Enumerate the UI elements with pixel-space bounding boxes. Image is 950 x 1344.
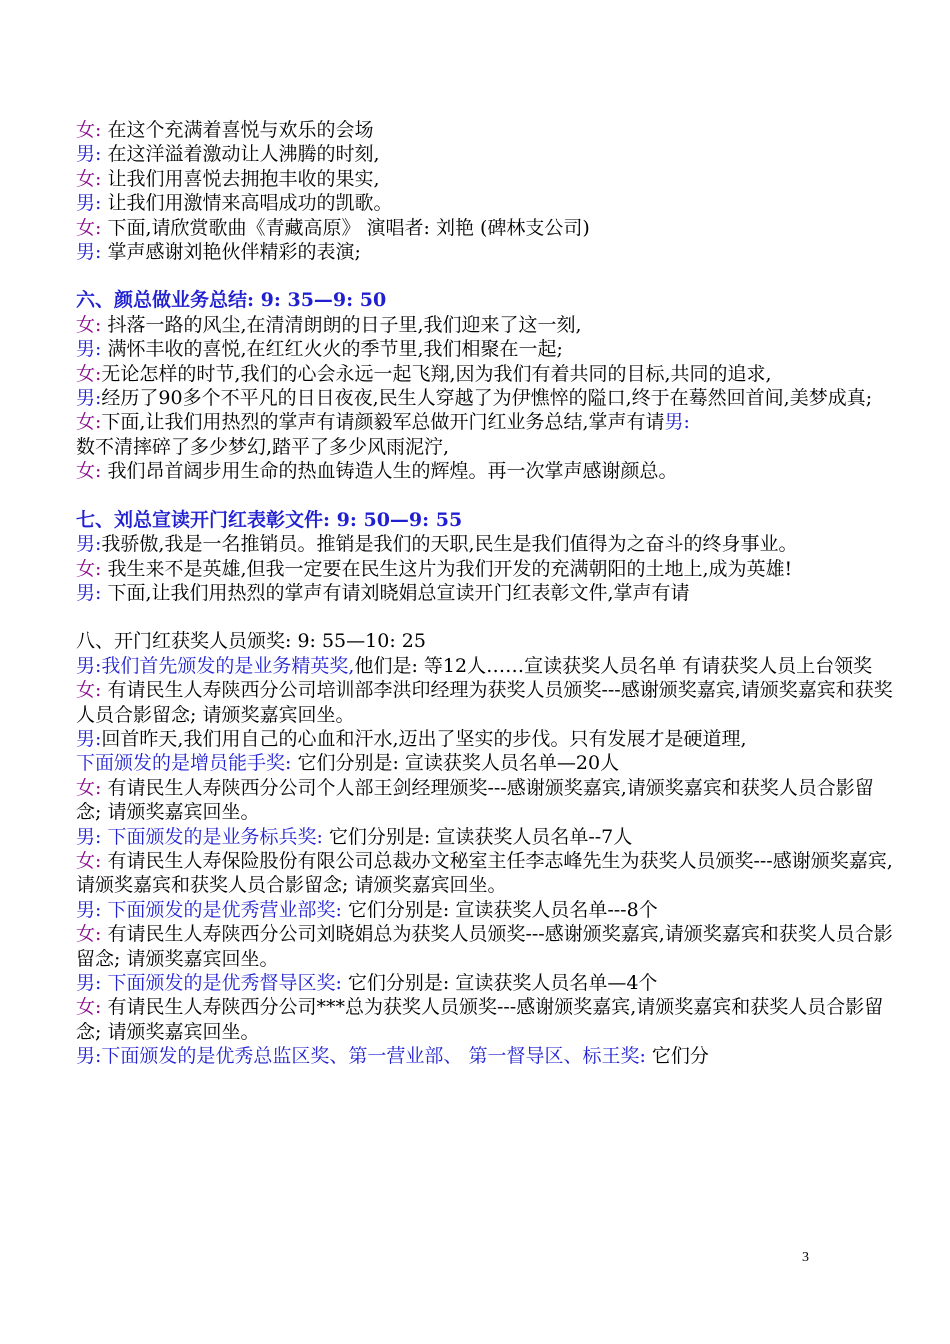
dialogue-line [76,825,896,849]
dialogue-line [76,922,896,971]
award-name: 下面颁发的是优秀营业部奖: [101,898,342,921]
speaker-male: 男: [76,972,102,994]
speaker-female: 女: [76,849,102,872]
dialogue-line [76,532,896,556]
speaker-female: 女: [76,362,102,385]
dialogue-line [76,240,896,264]
dialogue-line [76,191,896,215]
dialogue-line [76,678,896,727]
section-heading: 六、颜总做业务总结: 9: 35—9: 50 [76,289,387,312]
document-page [76,118,896,1069]
dialogue-line [76,727,896,751]
page-number: 3 [802,1250,809,1265]
line-text: 经历了90多个不平凡的日日夜夜,民生人穿越了为伊憔悴的隘口,终于在蓦然回首间,美梦成真; [101,387,873,410]
speaker-male: 男: [76,387,102,410]
dialogue-line [76,167,896,191]
dialogue-line [76,118,896,142]
dialogue-line [76,995,896,1044]
dialogue-line [76,362,896,386]
spacer [76,605,896,629]
award-name: 下面颁发的是增员能手奖: [76,752,292,775]
speaker-female: 女: [76,313,102,336]
dialogue-line [76,337,896,361]
speaker-male: 男: [76,338,102,361]
line-text: 下面,让我们用热烈的掌声有请颜毅军总做开门红业务总结,掌声有请 [101,411,665,434]
line-text: 回首昨天,我们用自己的心血和汗水,迈出了坚实的步伐。只有发展才是硬道理, [101,727,747,750]
speaker-female: 女: [76,679,102,702]
dialogue-line [76,435,896,459]
dialogue-line [76,410,896,434]
dialogue-line [76,581,896,605]
award-name: 下面颁发的是优秀督导区奖: [101,972,342,994]
dialogue-line [76,386,896,410]
dialogue-line [76,142,896,166]
speaker-male: 男: [76,727,102,750]
speaker-male: 男: [76,898,102,921]
dialogue-line [76,654,896,678]
speaker-male: 男: [76,654,102,677]
dialogue-line [76,557,896,581]
speaker-female: 女: [76,119,102,141]
line-text: 有请民生人寿陕西分公司刘晓娟总为获奖人员颁奖---感谢颁奖嘉宾,请颁奖嘉宾和获奖人员合影留念; 请颁奖嘉宾回坐。 [76,923,893,970]
line-text: 有请民生人寿保险股份有限公司总裁办文秘室主任李志峰先生为获奖人员颁奖---感谢颁奖嘉宾,请颁奖嘉宾和获奖人员合影留念; 请颁奖嘉宾回坐。 [76,849,893,897]
spacer [76,264,896,288]
dialogue-line [76,776,896,825]
dialogue-line [76,216,896,240]
speaker-male: 男: [76,1045,102,1068]
line-text: 它们分别是: 宣读获奖人员名单--7人 [322,825,633,848]
line-text: 有请民生人寿陕西分公司***总为获奖人员颁奖---感谢颁奖嘉宾,请颁奖嘉宾和获奖人员合影留念; 请颁奖嘉宾回坐。 [76,996,884,1043]
line-text: 抖落一路的风尘,在清清朗朗的日子里,我们迎来了这一刻, [101,313,582,336]
speaker-male: 男: [76,533,102,556]
line-text: 让我们用激情来高唱成功的凯歌。 [101,192,393,215]
line-text: 我生来不是英雄,但我一定要在民生这片为我们开发的充满朝阳的土地上,成为英雄! [101,557,793,580]
speaker-male: 男: [76,192,102,215]
speaker-female: 女: [76,167,102,190]
line-text: 下面,让我们用热烈的掌声有请刘晓娟总宣读开门红表彰文件,掌声有请 [101,581,690,604]
spacer [76,484,896,508]
speaker-female: 女: [76,460,102,483]
line-text: 它们分 [645,1045,709,1068]
award-name: 下面颁发的是优秀总监区奖、第一营业部、 第一督导区、标王奖: [101,1045,646,1068]
line-text: 它们分别是: 宣读获奖人员名单---8个 [341,898,658,921]
line-text: 数不清摔碎了多少梦幻,踏平了多少风雨泥泞, [76,435,450,458]
line-text: 掌声感谢刘艳伙伴精彩的表演; [101,241,361,264]
speaker-female: 女: [76,923,102,946]
speaker-female: 女: [76,216,102,239]
line-text: 让我们用喜悦去拥抱丰收的果实, [101,167,380,190]
line-text: 有请民生人寿陕西分公司个人部王剑经理颁奖---感谢颁奖嘉宾,请颁奖嘉宾和获奖人员合影留念; 请颁奖嘉宾回坐。 [76,776,874,824]
speaker-female: 女: [76,411,102,434]
speaker-female: 女: [76,557,102,580]
line-text: 有请民生人寿陕西分公司培训部李洪印经理为获奖人员颁奖---感谢颁奖嘉宾,请颁奖嘉宾和获奖人员合影留念; 请颁奖嘉宾回坐。 [76,679,893,726]
section-heading: 七、刘总宣读开门红表彰文件: 9: 50—9: 55 [76,508,463,531]
line-text: 下面,请欣赏歌曲《青藏高原》 演唱者: 刘艳 (碑林支公司) [101,216,590,239]
speaker-male: 男: [664,411,690,434]
line-text: 它们分别是: 宣读获奖人员名单—4个 [341,972,658,994]
dialogue-line [76,971,896,995]
speaker-male: 男: [76,143,102,166]
line-text: 在这个充满着喜悦与欢乐的会场 [101,119,374,141]
dialogue-line [76,898,896,922]
line-text: 它们分别是: 宣读获奖人员名单—20人 [291,752,620,775]
award-name: 我们首先颁发的是业务精英奖, [101,654,355,677]
line-text: 他们是: 等12人……宣读获奖人员名单 有请获奖人员上台领奖 [354,654,873,677]
line-text: 我骄傲,我是一名推销员。推销是我们的天职,民生是我们值得为之奋斗的终身事业。 [101,533,798,556]
section-heading: 八、开门红获奖人员颁奖: 9: 55—10: 25 [76,630,426,653]
dialogue-line [76,849,896,898]
speaker-male: 男: [76,581,102,604]
dialogue-line [76,313,896,337]
dialogue-line [76,459,896,483]
dialogue-line [76,751,896,775]
speaker-male: 男: [76,825,102,848]
speaker-male: 男: [76,241,102,264]
line-text: 我们昂首阔步用生命的热血铸造人生的辉煌。再一次掌声感谢颜总。 [101,460,678,483]
dialogue-line [76,1044,896,1068]
line-text: 满怀丰收的喜悦,在红红火火的季节里,我们相聚在一起; [101,338,563,361]
speaker-female: 女: [76,776,102,799]
line-text: 无论怎样的时节,我们的心会永远一起飞翔,因为我们有着共同的目标,共同的追求, [101,362,772,385]
line-text: 在这洋溢着激动让人沸腾的时刻, [101,143,380,166]
speaker-female: 女: [76,996,102,1019]
award-name: 下面颁发的是业务标兵奖: [101,825,323,848]
